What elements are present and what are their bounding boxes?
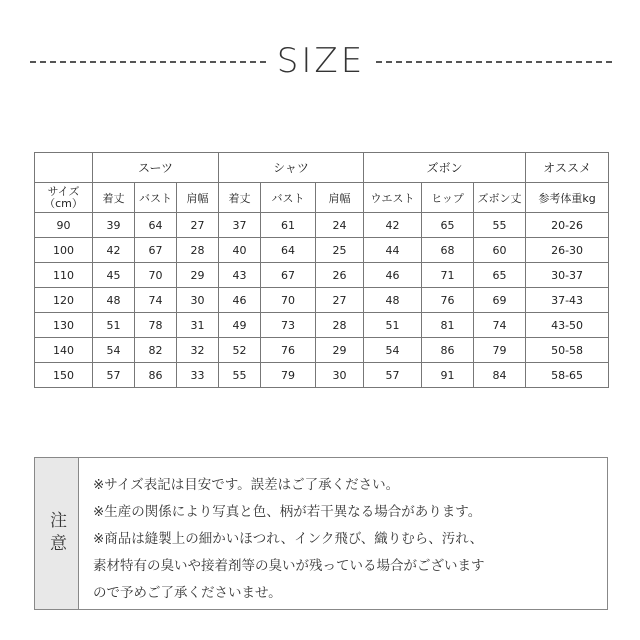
table-cell: 58-65: [526, 363, 609, 388]
size-table-body: [35, 213, 609, 388]
group-header-row: [35, 153, 609, 183]
size-cell: 110: [35, 263, 93, 288]
notes-box: [34, 457, 608, 610]
table-cell: 55: [474, 213, 526, 238]
table-cell: 37: [219, 213, 261, 238]
note-line: 素材特有の臭いや接着剤等の臭いが残っている場合がございます: [93, 558, 485, 574]
subheader-cell: ヒップ: [422, 183, 474, 213]
subheader-cell: バスト: [261, 183, 316, 213]
subheader-cell: ウエスト: [364, 183, 422, 213]
table-cell: 31: [177, 313, 219, 338]
table-cell: 54: [364, 338, 422, 363]
table-cell: 24: [316, 213, 364, 238]
note-line: ので予めご了承くださいませ。: [93, 585, 282, 601]
subheader-cell: 着丈: [219, 183, 261, 213]
table-cell: 54: [93, 338, 135, 363]
table-cell: 27: [316, 288, 364, 313]
subheader-cell: 肩幅: [316, 183, 364, 213]
table-cell: 26-30: [526, 238, 609, 263]
table-cell: 42: [93, 238, 135, 263]
table-cell: 30: [177, 288, 219, 313]
table-cell: 76: [261, 338, 316, 363]
table-cell: 55: [219, 363, 261, 388]
table-cell: 86: [422, 338, 474, 363]
table-cell: 91: [422, 363, 474, 388]
table-cell: 57: [93, 363, 135, 388]
table-cell: 32: [177, 338, 219, 363]
group-header-shirt: シャツ: [219, 153, 364, 183]
table-cell: 50-58: [526, 338, 609, 363]
table-cell: 29: [316, 338, 364, 363]
table-cell: 64: [135, 213, 177, 238]
table-cell: 20-26: [526, 213, 609, 238]
subheader-cell: ズボン丈: [474, 183, 526, 213]
table-cell: 28: [316, 313, 364, 338]
page-title: SIZE: [276, 41, 366, 81]
table-row: [35, 238, 609, 263]
table-cell: 45: [93, 263, 135, 288]
table-cell: 67: [135, 238, 177, 263]
table-cell: 51: [93, 313, 135, 338]
table-row: [35, 263, 609, 288]
note-line: ※生産の関係により写真と色、柄が若干異なる場合があります。: [93, 504, 482, 520]
table-cell: 49: [219, 313, 261, 338]
subheader-cell: バスト: [135, 183, 177, 213]
table-cell: 65: [422, 213, 474, 238]
table-cell: 46: [364, 263, 422, 288]
table-cell: 37-43: [526, 288, 609, 313]
table-cell: 46: [219, 288, 261, 313]
size-column-header: [35, 183, 93, 213]
subheader-cell: 着丈: [93, 183, 135, 213]
table-cell: 42: [364, 213, 422, 238]
title-row: [0, 36, 640, 86]
table-cell: 67: [261, 263, 316, 288]
table-cell: 61: [261, 213, 316, 238]
title-divider-left: [30, 61, 266, 63]
table-cell: 39: [93, 213, 135, 238]
size-cell: 90: [35, 213, 93, 238]
table-cell: 27: [177, 213, 219, 238]
table-cell: 68: [422, 238, 474, 263]
table-cell: 57: [364, 363, 422, 388]
size-cell: 120: [35, 288, 93, 313]
corner-cell: [35, 153, 93, 183]
table-cell: 82: [135, 338, 177, 363]
group-header-suit: スーツ: [93, 153, 219, 183]
table-cell: 51: [364, 313, 422, 338]
table-cell: 70: [261, 288, 316, 313]
group-header-recommend: オススメ: [526, 153, 609, 183]
size-label-line1: サイズ: [47, 184, 80, 198]
table-cell: 78: [135, 313, 177, 338]
table-cell: 44: [364, 238, 422, 263]
size-cell: 150: [35, 363, 93, 388]
size-cell: 100: [35, 238, 93, 263]
table-cell: 48: [364, 288, 422, 313]
table-cell: 76: [422, 288, 474, 313]
table-cell: 33: [177, 363, 219, 388]
subheader-cell: 肩幅: [177, 183, 219, 213]
table-cell: 43-50: [526, 313, 609, 338]
table-cell: 74: [474, 313, 526, 338]
table-cell: 30: [316, 363, 364, 388]
note-line: ※商品は縫製上の細かいほつれ、インク飛び、織りむら、汚れ、: [93, 531, 484, 547]
table-cell: 79: [474, 338, 526, 363]
table-cell: 52: [219, 338, 261, 363]
table-cell: 25: [316, 238, 364, 263]
table-row: [35, 313, 609, 338]
size-label-line2: （cm）: [44, 196, 83, 210]
note-line: ※サイズ表記は目安です。誤差はご了承ください。: [93, 477, 400, 493]
table-cell: 40: [219, 238, 261, 263]
table-cell: 28: [177, 238, 219, 263]
table-cell: 84: [474, 363, 526, 388]
subheader-cell: 参考体重kg: [526, 183, 609, 213]
group-header-pants: ズボン: [364, 153, 526, 183]
table-cell: 69: [474, 288, 526, 313]
table-cell: 74: [135, 288, 177, 313]
table-cell: 86: [135, 363, 177, 388]
table-cell: 30-37: [526, 263, 609, 288]
table-cell: 26: [316, 263, 364, 288]
table-cell: 64: [261, 238, 316, 263]
table-cell: 71: [422, 263, 474, 288]
size-cell: 130: [35, 313, 93, 338]
table-row: [35, 288, 609, 313]
table-cell: 65: [474, 263, 526, 288]
table-cell: 60: [474, 238, 526, 263]
size-cell: 140: [35, 338, 93, 363]
table-row: [35, 363, 609, 388]
notes-label: 注意: [35, 458, 79, 609]
table-row: [35, 213, 609, 238]
table-cell: 70: [135, 263, 177, 288]
table-cell: 48: [93, 288, 135, 313]
table-cell: 73: [261, 313, 316, 338]
subheader-row: [35, 183, 609, 213]
table-cell: 29: [177, 263, 219, 288]
table-cell: 81: [422, 313, 474, 338]
title-divider-right: [376, 61, 612, 63]
table-row: [35, 338, 609, 363]
table-cell: 43: [219, 263, 261, 288]
size-table: [34, 152, 609, 388]
notes-text: [79, 458, 485, 609]
table-cell: 79: [261, 363, 316, 388]
